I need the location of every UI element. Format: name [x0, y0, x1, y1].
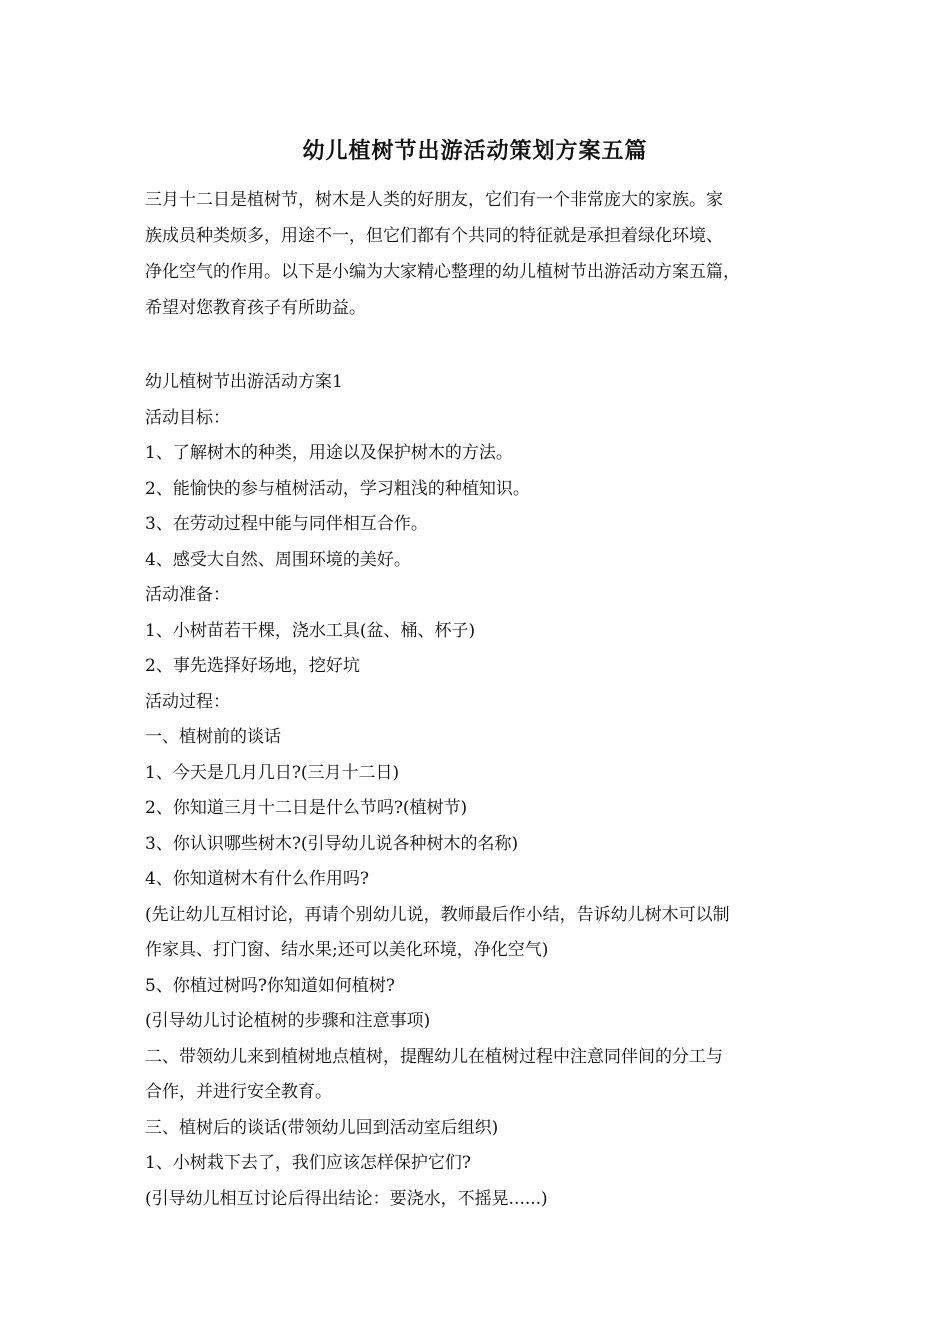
- intro-line: 族成员种类烦多，用途不一，但它们都有个共同的特征就是承担着绿化环境、: [145, 226, 723, 246]
- body-line: 1、了解树木的种类，用途以及保护树木的方法。: [145, 443, 513, 463]
- section-heading: 幼儿植树节出游活动方案1: [145, 372, 343, 392]
- body-line: 作家具、打门窗、结水果;还可以美化环境，净化空气): [145, 940, 549, 960]
- body-line: 3、你认识哪些树木?(引导幼儿说各种树木的名称): [145, 833, 519, 854]
- body-line: 2、事先选择好场地，挖好坑: [145, 656, 360, 676]
- body-line: 活动过程：: [145, 691, 230, 712]
- body-line: 1、小树栽下去了，我们应该怎样保护它们?: [145, 1153, 471, 1173]
- body-line: 三、植树后的谈话(带领幼儿回到活动室后组织): [145, 1117, 499, 1138]
- body-line: 5、你植过树吗?你知道如何植树?: [145, 975, 396, 996]
- body-line: 2、能愉快的参与植树活动，学习粗浅的种植知识。: [145, 478, 530, 499]
- body-line: (先让幼儿互相讨论，再请个别幼儿说，教师最后作小结，告诉幼儿树木可以制: [145, 904, 730, 925]
- body-line: 二、带领幼儿来到植树地点植树，提醒幼儿在植树过程中注意同伴间的分工与: [145, 1046, 723, 1067]
- body-line: 4、感受大自然、周围环境的美好。: [145, 549, 411, 570]
- body-line: 4、你知道树木有什么作用吗?: [145, 869, 369, 889]
- body-line: 一、植树前的谈话: [145, 727, 281, 747]
- body-line: 1、小树苗若干棵，浇水工具(盆、桶、杯子): [145, 620, 476, 641]
- document-title: 幼儿植树节出游活动策划方案五篇: [302, 138, 648, 164]
- body-line: (引导幼儿讨论植树的步骤和注意事项): [145, 1011, 431, 1031]
- intro-line: 希望对您教育孩子有所助益。: [145, 298, 366, 318]
- body-line: 2、你知道三月十二日是什么节吗?(植树节): [145, 798, 468, 818]
- plan-body: [145, 365, 825, 1217]
- body-line: (引导幼儿相互讨论后得出结论：要浇水，不摇晃......): [145, 1188, 548, 1209]
- body-line: 合作，并进行安全教育。: [145, 1082, 332, 1102]
- body-line: 活动准备：: [145, 585, 230, 605]
- body-line: 1、今天是几月几日?(三月十二日): [145, 762, 400, 783]
- intro-line: 三月十二日是植树节，树木是人类的好朋友，它们有一个非常庞大的家族。家: [145, 190, 723, 210]
- intro-paragraph: [145, 182, 825, 326]
- intro-line: 净化空气的作用。以下是小编为大家精心整理的幼儿植树节出游活动方案五篇，: [145, 262, 740, 282]
- body-line: 3、在劳动过程中能与同伴相互合作。: [145, 514, 428, 534]
- body-line: 活动目标：: [145, 407, 230, 428]
